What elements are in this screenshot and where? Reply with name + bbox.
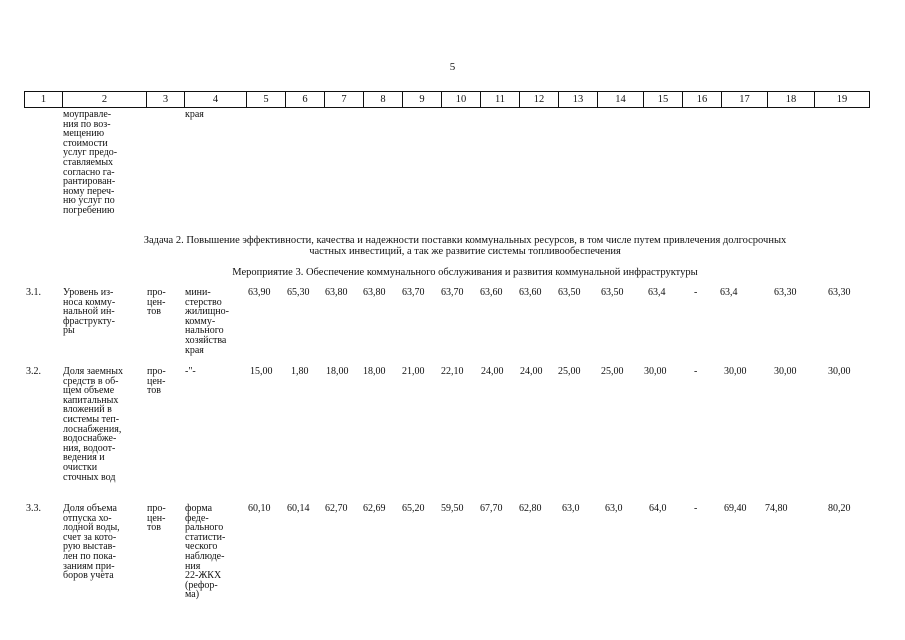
value-cell: 63,70 [441,287,464,298]
row-unit: про- цен- тов [147,503,166,534]
value-cell: 63,0 [562,503,580,514]
row-data-source: форма феде- рального статисти- ческого наблюде- ния 22-ЖКХ (рефор- ма) [185,503,226,601]
value-cell: 63,60 [480,287,503,298]
continuation-source: края [185,109,204,120]
header-cell: 15 [644,92,683,108]
value-cell: 63,90 [248,287,271,298]
value-cell: - [694,287,698,298]
value-cell: 30,00 [644,366,667,377]
value-cell: 64,0 [649,503,667,514]
value-cell: 18,00 [326,366,349,377]
row-indicator-name: Доля заемных средств в об- щем объеме капитальных вложений в системы теп- лоснабжения, водоснабже- ния, водоот- ведения и очистки сточных вод [63,366,124,483]
header-cell: 11 [481,92,520,108]
value-cell: 63,0 [605,503,623,514]
value-cell: 62,80 [519,503,542,514]
header-cell: 5 [247,92,286,108]
value-cell: 67,70 [480,503,503,514]
value-cell: 62,69 [363,503,386,514]
header-cell: 14 [598,92,644,108]
header-cell: 18 [768,92,815,108]
value-cell: 25,00 [601,366,624,377]
row-id: 3.2. [26,366,41,377]
header-cell: 4 [185,92,247,108]
row-indicator-name: Доля объема отпуска хо- лодной воды, счет за кото- рую выстав- лен по пока- заниям при- боров учета [63,503,120,582]
value-cell: - [694,366,698,377]
value-cell: - [694,503,698,514]
row-id: 3.3. [26,503,41,514]
task-heading: Задача 2. Повышение эффективности, качества и надежности поставки коммунальных ресурсов, в том числе путем привлечения долгосрочных частных инвестиций, а так же развитие системы топливообеспечения [143,235,787,257]
value-cell: 63,60 [519,287,542,298]
value-cell: 80,20 [828,503,851,514]
row-id: 3.1. [26,287,41,298]
header-cell: 8 [364,92,403,108]
header-cell: 1 [25,92,63,108]
row-unit: про- цен- тов [147,366,166,397]
header-cell: 19 [815,92,870,108]
value-cell: 25,00 [558,366,581,377]
continuation-name: моуправле- ния по воз- мещению стоимости услуг предо- ставляемых согласно га- рантирован- ному переч- ню услуг по погребению [63,109,118,216]
event-heading: Мероприятие 3. Обеспечение коммунального обслуживания и развития коммунальной инфраструктуры [232,267,698,278]
value-cell: 63,4 [648,287,666,298]
value-cell: 24,00 [520,366,543,377]
row-data-source: мини- стерство жилищно- комму- нального хозяйства края [185,287,229,356]
header-cell: 13 [559,92,598,108]
value-cell: 63,70 [402,287,425,298]
value-cell: 60,14 [287,503,310,514]
value-cell: 21,00 [402,366,425,377]
header-cell: 16 [683,92,722,108]
value-cell: 74,80 [765,503,788,514]
value-cell: 69,40 [724,503,747,514]
header-cell: 9 [403,92,442,108]
value-cell: 30,00 [724,366,747,377]
header-cell: 3 [147,92,185,108]
value-cell: 24,00 [481,366,504,377]
value-cell: 63,30 [774,287,797,298]
header-cell: 7 [325,92,364,108]
page-number: 5 [449,61,456,73]
value-cell: 22,10 [441,366,464,377]
row-data-source: -"- [185,366,196,377]
row-indicator-name: Уровень из- носа комму- нальной ин- фраструкту- ры [63,287,116,337]
value-cell: 60,10 [248,503,271,514]
value-cell: 62,70 [325,503,348,514]
row-unit: про- цен- тов [147,287,166,318]
value-cell: 1,80 [291,366,309,377]
header-cell: 6 [286,92,325,108]
value-cell: 63,80 [325,287,348,298]
header-cell: 10 [442,92,481,108]
value-cell: 65,20 [402,503,425,514]
value-cell: 59,50 [441,503,464,514]
value-cell: 63,4 [720,287,738,298]
header-cell: 2 [63,92,147,108]
header-cell: 17 [722,92,768,108]
value-cell: 30,00 [774,366,797,377]
value-cell: 63,50 [558,287,581,298]
value-cell: 63,50 [601,287,624,298]
value-cell: 65,30 [287,287,310,298]
value-cell: 18,00 [363,366,386,377]
table-header-row [24,91,870,108]
value-cell: 15,00 [250,366,273,377]
value-cell: 30,00 [828,366,851,377]
value-cell: 63,80 [363,287,386,298]
value-cell: 63,30 [828,287,851,298]
header-cell: 12 [520,92,559,108]
